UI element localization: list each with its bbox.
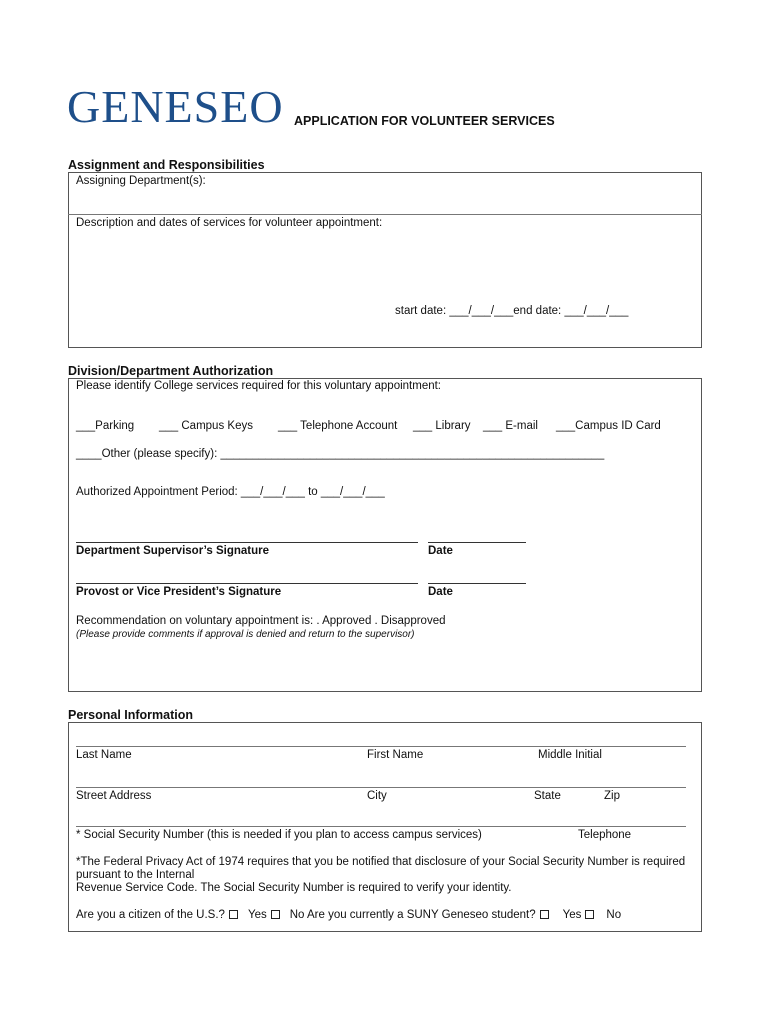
assignment-divider	[68, 214, 702, 215]
citizen-no-checkbox[interactable]	[271, 910, 280, 919]
service-dates-field[interactable]: start date: ___/___/___end date: ___/___/___	[395, 305, 629, 317]
other-service-field[interactable]: ____Other (please specify): ____________________________________________________________	[76, 448, 605, 460]
privacy-notice-line-1: *The Federal Privacy Act of 1974 requires that you be notified that disclosure of your Social Security Number is required	[76, 856, 686, 868]
supervisor-signature-label: Department Supervisor’s Signature	[76, 545, 269, 557]
supervisor-signature-line[interactable]	[76, 542, 418, 543]
street-address-label: Street Address	[76, 790, 152, 802]
last-name-label: Last Name	[76, 749, 132, 761]
description-label: Description and dates of services for volunteer appointment:	[76, 217, 383, 229]
recommendation-note: (Please provide comments if approval is denied and return to the supervisor)	[76, 629, 415, 640]
student-yes-checkbox[interactable]	[540, 910, 549, 919]
student-yes-label: Yes	[562, 909, 582, 921]
telephone-label: Telephone	[578, 829, 632, 841]
first-name-label: First Name	[367, 749, 424, 761]
citizen-yes-label: Yes	[247, 909, 267, 921]
citizen-yes-checkbox[interactable]	[229, 910, 238, 919]
privacy-notice-line-3: Revenue Service Code. The Social Security Number is required to verify your identity.	[76, 882, 512, 894]
personal-section-title: Personal Information	[68, 708, 194, 722]
document-title: APPLICATION FOR VOLUNTEER SERVICES	[294, 114, 555, 128]
service-campus-id-card[interactable]: ___Campus ID Card	[556, 420, 661, 432]
service-library[interactable]: ___ Library	[413, 420, 471, 432]
service-parking[interactable]: ___Parking	[76, 420, 135, 432]
provost-signature-label: Provost or Vice President’s Signature	[76, 586, 282, 598]
provost-date-line[interactable]	[428, 583, 526, 584]
state-label: State	[534, 790, 561, 802]
ssn-label: * Social Security Number (this is needed if you plan to access campus services)	[76, 829, 482, 841]
service-telephone-account[interactable]: ___ Telephone Account	[278, 420, 398, 432]
service-campus-keys[interactable]: ___ Campus Keys	[159, 420, 253, 432]
city-label: City	[367, 790, 387, 802]
citizen-question: Are you a citizen of the U.S.?	[76, 909, 225, 921]
appointment-period-field[interactable]: Authorized Appointment Period: ___/___/___ to ___/___/___	[76, 486, 385, 498]
middle-initial-label: Middle Initial	[538, 749, 602, 761]
assignment-box	[68, 172, 702, 348]
supervisor-date-label: Date	[428, 545, 453, 557]
geneseo-logo: GENESEO	[67, 81, 284, 132]
service-email[interactable]: ___ E-mail	[483, 420, 538, 432]
services-prompt: Please identify College services required for this voluntary appointment:	[76, 380, 441, 392]
provost-signature-line[interactable]	[76, 583, 418, 584]
zip-label: Zip	[604, 790, 620, 802]
student-no-checkbox[interactable]	[585, 910, 594, 919]
student-no-label: No	[606, 909, 622, 921]
name-line[interactable]	[76, 746, 686, 747]
provost-date-label: Date	[428, 586, 453, 598]
supervisor-date-line[interactable]	[428, 542, 526, 543]
assigning-department-label: Assigning Department(s):	[76, 175, 206, 187]
citizenship-row	[76, 909, 621, 921]
recommendation-field[interactable]: Recommendation on voluntary appointment is: . Approved . Disapproved	[76, 615, 446, 627]
assignment-section-title: Assignment and Responsibilities	[68, 158, 265, 172]
address-line[interactable]	[76, 787, 686, 788]
ssn-phone-line[interactable]	[76, 826, 686, 827]
privacy-notice-line-2: pursuant to the Internal	[76, 869, 195, 881]
student-question: No Are you currently a SUNY Geneseo student?	[289, 909, 536, 921]
authorization-section-title: Division/Department Authorization	[68, 364, 274, 378]
